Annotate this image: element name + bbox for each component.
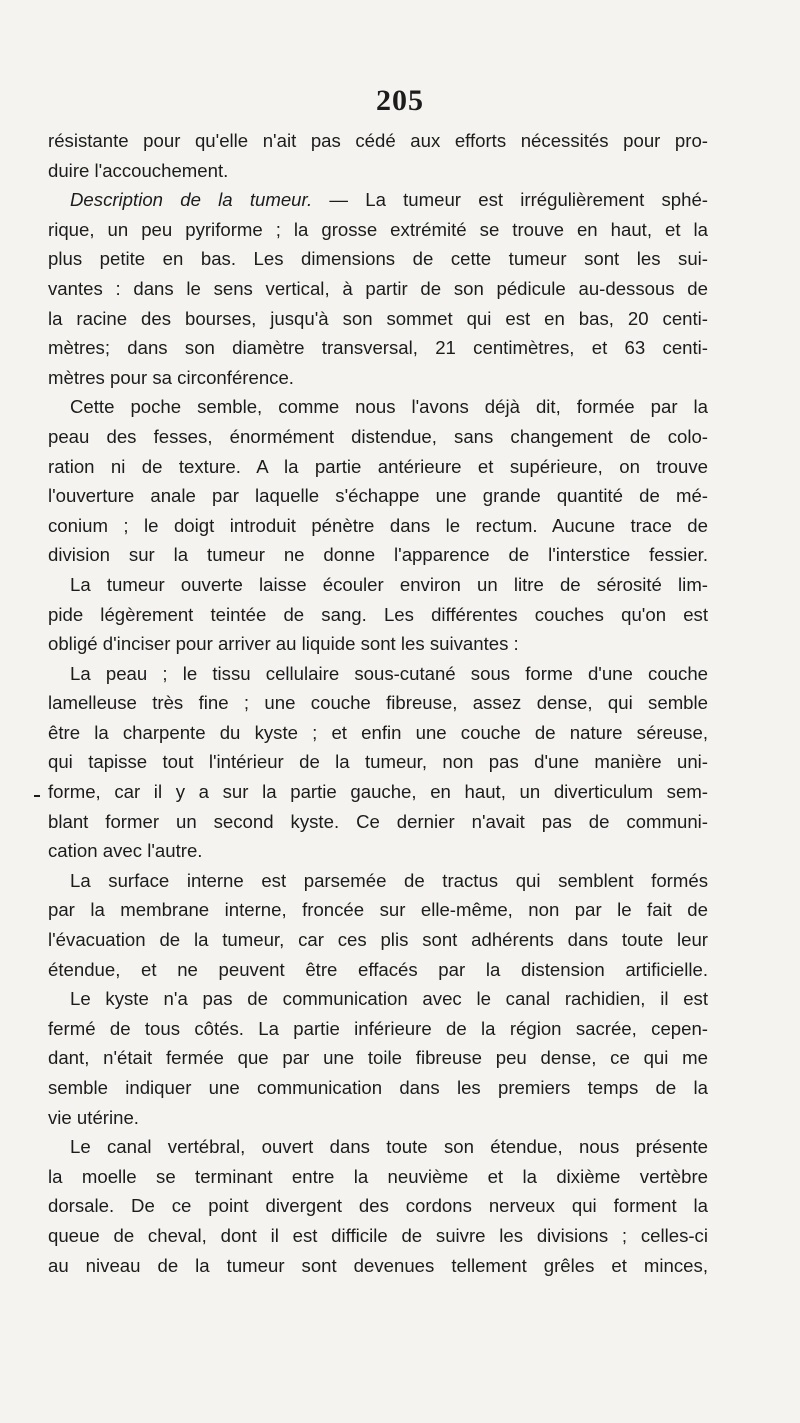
text-line: Cette poche semble, comme nous l'avons déjà dit, formée par la [70,396,708,418]
text-line: conium ; le doigt introduit pénètre dans le rectum. Aucune trace de [48,514,708,536]
text-line: vie utérine. [48,1106,139,1128]
text-line: être la charpente du kyste ; et enfin une couche de nature séreuse, [48,721,708,743]
text-line: duire l'accouchement. [48,159,229,181]
text-line: peau des fesses, énormément distendue, sans changement de colo- [48,425,708,447]
text-line: division sur la tumeur ne donne l'apparence de l'interstice fessier. [48,544,708,566]
margin-mark [34,795,40,797]
text-line: mètres; dans son diamètre transversal, 21 centimètres, et 63 centi- [48,337,708,359]
text-line: au niveau de la tumeur sont devenues tellement grêles et minces, [48,1254,708,1276]
text-line: par la membrane interne, froncée sur elle-même, non par le fait de [48,899,708,921]
text-line: ration ni de texture. A la partie antérieure et supérieure, on trouve [48,455,708,477]
text-line: l'évacuation de la tumeur, car ces plis sont adhérents dans toute leur [48,929,708,951]
text-line: Le kyste n'a pas de communication avec le canal rachidien, il est [70,988,708,1010]
text-line: cation avec l'autre. [48,840,203,862]
text-line: vantes : dans le sens vertical, à partir de son pédicule au-dessous de [48,277,708,299]
text-line: étendue, et ne peuvent être effacés par la distension artificielle. [48,958,708,980]
text-line: obligé d'inciser pour arriver au liquide sont les suivantes : [48,633,519,655]
text-line: plus petite en bas. Les dimensions de cette tumeur sont les sui- [48,248,708,270]
text-line: fermé de tous côtés. La partie inférieure de la région sacrée, cepen- [48,1017,708,1039]
text-line: blant former un second kyste. Ce dernier n'avait pas de communi- [48,810,708,832]
text-line: semble indiquer une communication dans les premiers temps de la [48,1077,708,1098]
text-line: qui tapisse tout l'intérieur de la tumeur, non pas d'une manière uni- [48,751,708,773]
text-line: mètres pour sa circonférence. [48,366,294,388]
text-line: la racine des bourses, jusqu'à son sommet qui est en bas, 20 centi- [48,307,708,329]
text-line: dorsale. De ce point divergent des cordons nerveux qui forment la [48,1195,708,1217]
text-line: La surface interne est parsemée de tractus qui semblent formés [70,869,708,891]
text-line: Le canal vertébral, ouvert dans toute son étendue, nous présente [70,1136,708,1158]
text-line-rest: — La tumeur est irrégulièrement sphé- [312,189,708,211]
body-text [48,126,708,1280]
text-line: forme, car il y a sur la partie gauche, en haut, un diverticulum sem- [48,781,708,803]
text-line: dant, n'était fermée que par une toile fibreuse peu dense, ce qui me [48,1047,708,1069]
page-number: 205 [376,84,424,117]
text-line: rique, un peu pyriforme ; la grosse extrémité se trouve en haut, et la [48,218,708,240]
text-line: La peau ; le tissu cellulaire sous-cutané sous forme d'une couche [70,662,708,684]
text-line: La tumeur ouverte laisse écouler environ un litre de sérosité lim- [70,573,708,595]
text-line: pide légèrement teintée de sang. Les différentes couches qu'on est [48,603,708,625]
text-line-heading [48,185,708,215]
text-line: lamelleuse très fine ; une couche fibreuse, assez dense, qui semble [48,692,708,714]
text-line: queue de cheval, dont il est difficile de suivre les divisions ; celles-ci [48,1224,708,1246]
text-line: l'ouverture anale par laquelle s'échappe une grande quantité de mé- [48,485,708,507]
section-heading: Description de la tumeur. [70,189,313,211]
text-line: résistante pour qu'elle n'ait pas cédé aux efforts nécessités pour pro- [48,130,708,151]
text-line: la moelle se terminant entre la neuvième et la dixième vertèbre [48,1165,708,1187]
